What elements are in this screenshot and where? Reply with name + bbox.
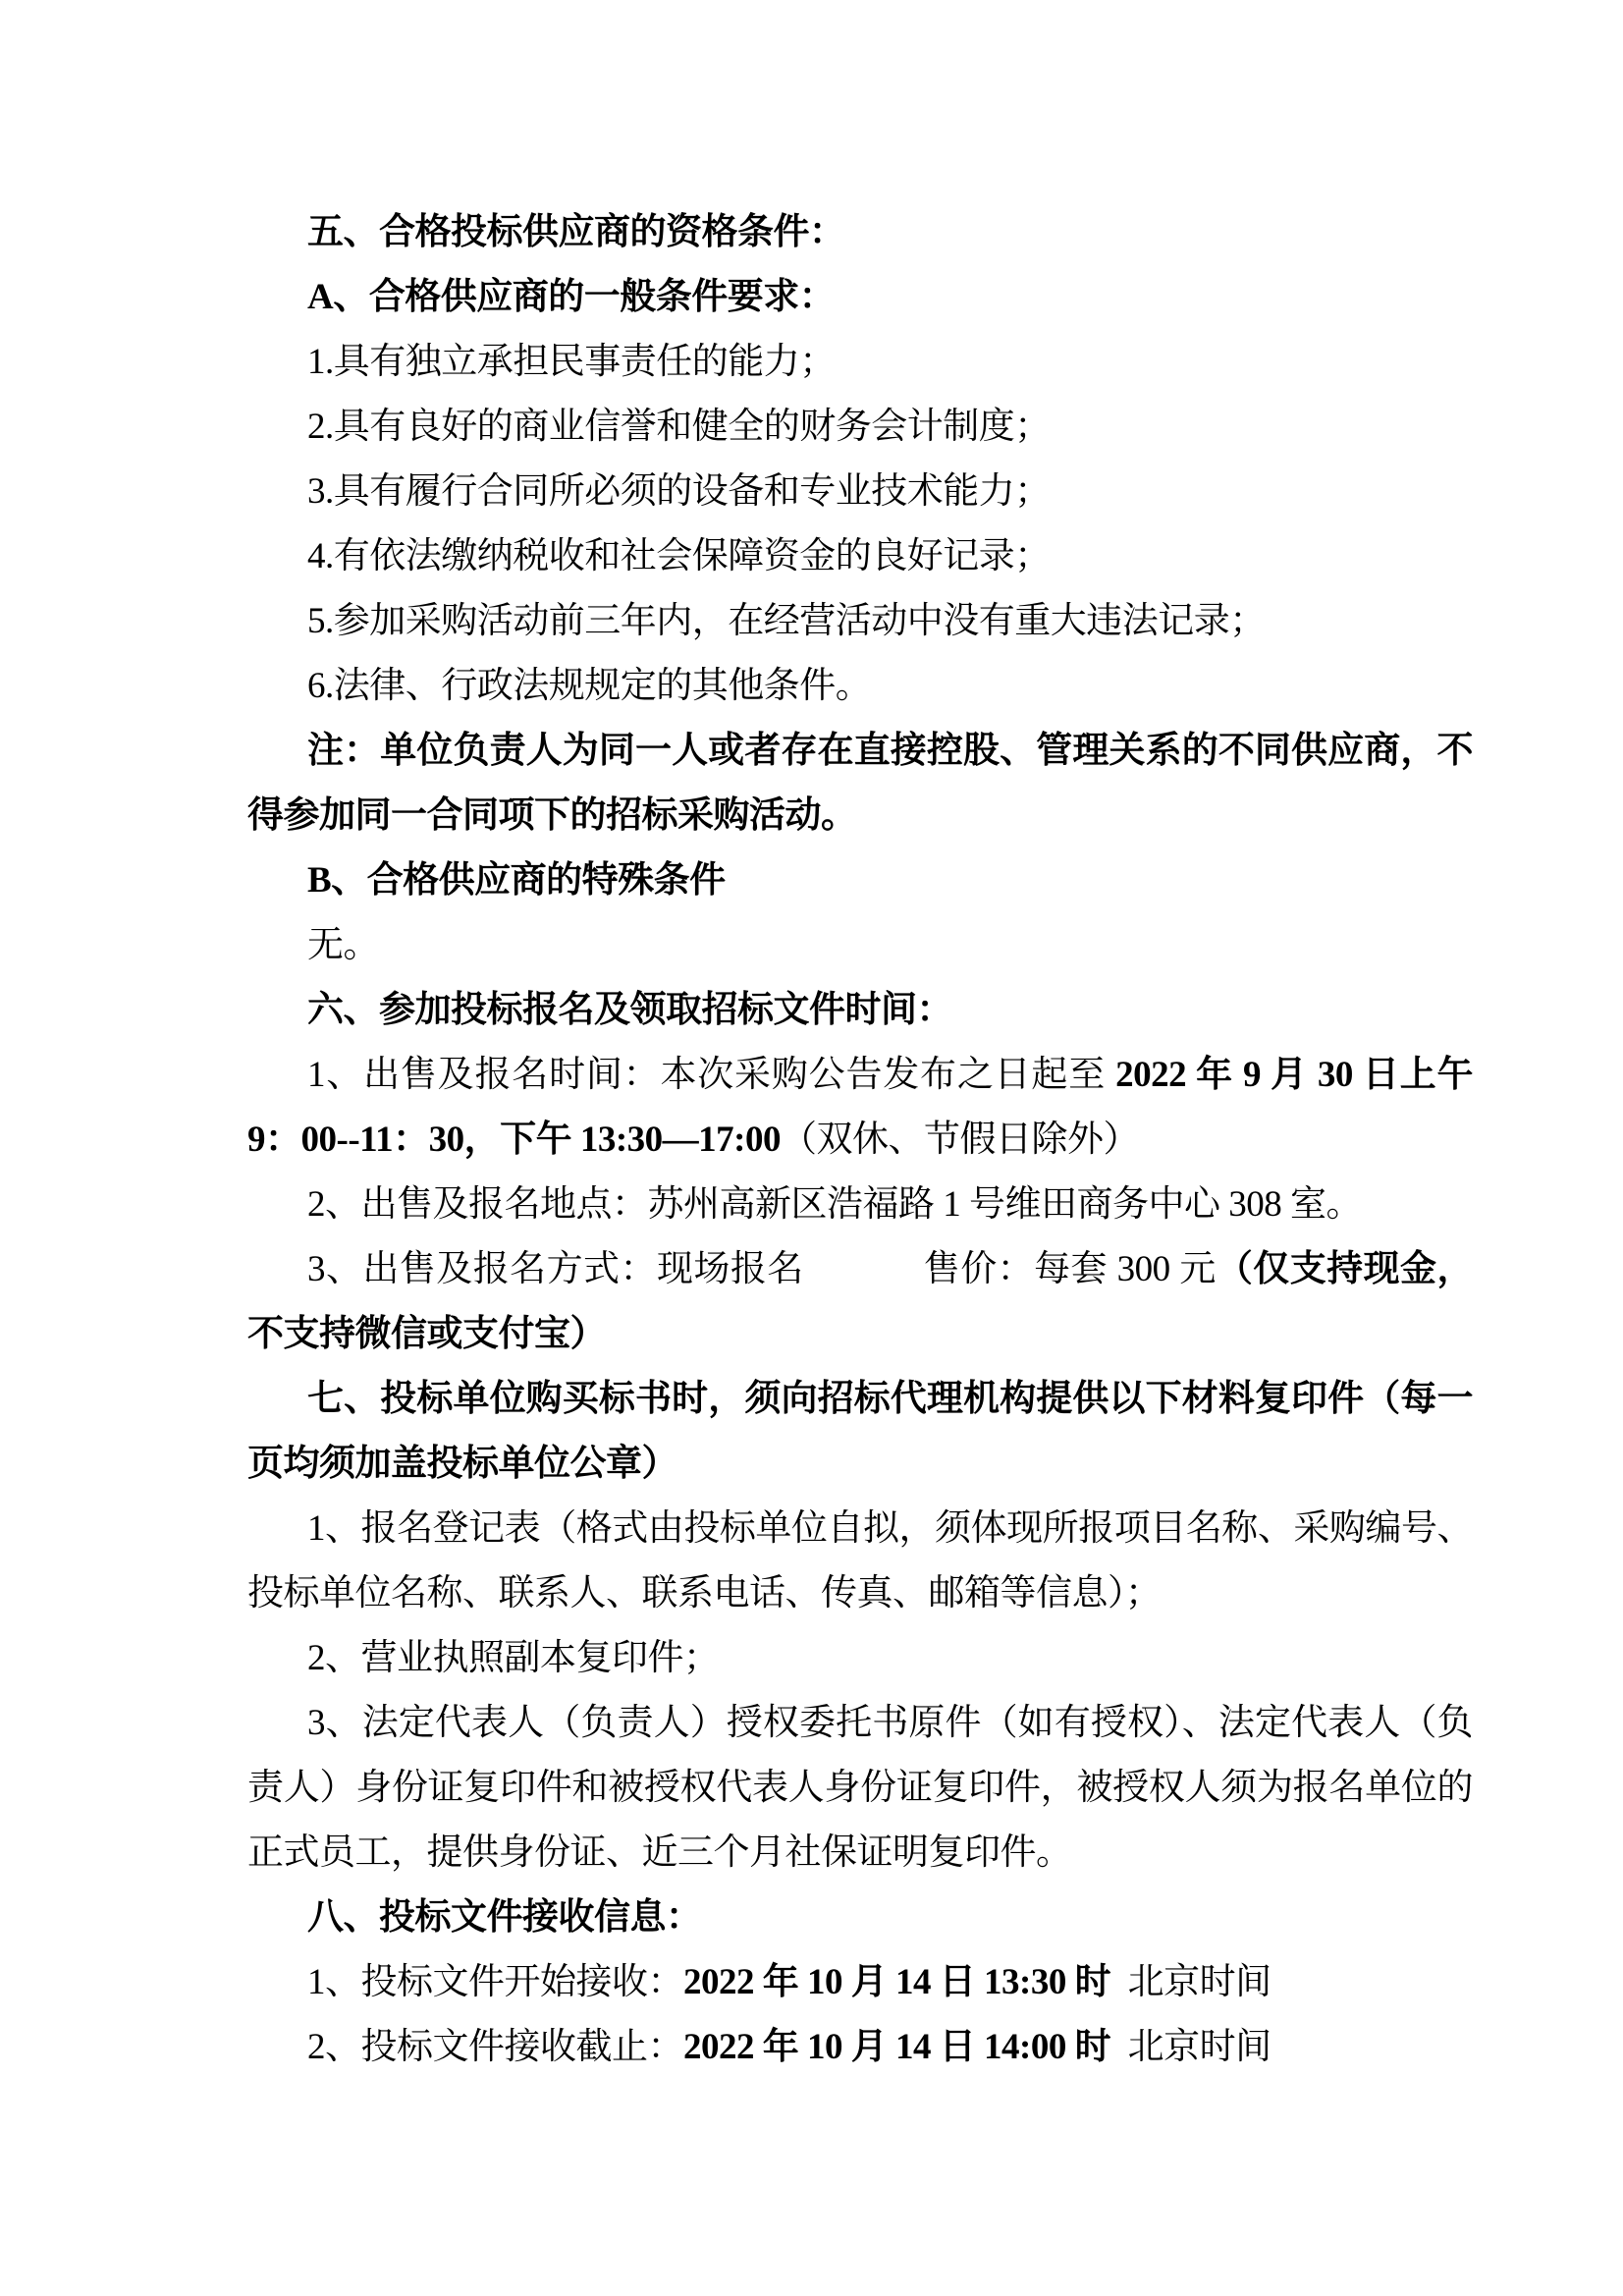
- bold-text-segment: A、合格供应商的一般条件要求：: [307, 277, 836, 317]
- bold-text-segment: （仅支持现金，不支持微信或支付宝）: [247, 1249, 1473, 1354]
- general-condition-2: [247, 395, 1473, 460]
- heading-section-seven-required-materials: [247, 1367, 1473, 1497]
- general-condition-3: [247, 460, 1473, 524]
- bold-text-segment: 注：单位负责人为同一人或者存在直接控股、管理关系的不同供应商，不得参加同一合同项下的招标采购活动。: [247, 731, 1473, 836]
- bid-receiving-deadline: [247, 2015, 1473, 2080]
- text-segment: 2、出售及报名地点：苏州高新区浩福路 1 号维田商务中心 308 室。: [307, 1184, 1362, 1225]
- note-same-responsible-person: [247, 719, 1473, 848]
- bold-text-segment: 2022 年 10 月 14 日 14:00 时: [683, 2027, 1111, 2067]
- heading-section-eight-bid-receiving-info: [247, 1886, 1473, 1950]
- material-3-legal-representative: [247, 1691, 1473, 1886]
- bold-text-segment: B、合格供应商的特殊条件: [307, 860, 726, 901]
- text-segment: 1、报名登记表（格式由投标单位自拟，须体现所报项目名称、采购编号、投标单位名称、联系人、联系电话、传真、邮箱等信息）；: [247, 1508, 1473, 1613]
- text-segment: 3.具有履行合同所必须的设备和专业技术能力；: [307, 471, 1051, 512]
- registration-method: [247, 1237, 1473, 1367]
- text-segment: 5.参加采购活动前三年内，在经营活动中没有重大违法记录；: [307, 601, 1266, 641]
- registration-place: [247, 1173, 1473, 1237]
- text-segment: 6.法律、行政法规规定的其他条件。: [307, 666, 872, 706]
- heading-general-conditions: [247, 265, 1473, 330]
- bold-text-segment: 七、投标单位购买标书时，须向招标代理机构提供以下材料复印件（每一页均须加盖投标单位公章）: [247, 1379, 1473, 1484]
- special-conditions-none: [247, 913, 1473, 978]
- text-segment: 4.有依法缴纳税收和社会保障资金的良好记录；: [307, 536, 1051, 576]
- general-condition-6: [247, 654, 1473, 719]
- bold-text-segment: 六、参加投标报名及领取招标文件时间：: [307, 990, 952, 1030]
- text-segment: 1、投标文件开始接收：: [307, 1962, 683, 2002]
- text-segment: 2、投标文件接收截止：: [307, 2027, 683, 2067]
- general-condition-4: [247, 524, 1473, 589]
- text-segment: 2、营业执照副本复印件；: [307, 1638, 720, 1678]
- bold-text-segment: 2022 年 9 月 30 日上午 9：00--11：30，下午 13:30—17:00: [247, 1055, 1473, 1160]
- material-1-registration-form: [247, 1497, 1473, 1626]
- bid-receiving-start: [247, 1950, 1473, 2015]
- bold-text-segment: 八、投标文件接收信息：: [307, 1897, 702, 1938]
- text-segment: （双休、节假日除外）: [781, 1120, 1139, 1160]
- text-segment: 2.具有良好的商业信誉和健全的财务会计制度；: [307, 407, 1051, 447]
- text-segment: 3、法定代表人（负责人）授权委托书原件（如有授权）、法定代表人（负责人）身份证复印件和被授权代表人身份证复印件，被授权人须为报名单位的正式员工，提供身份证、近三个月社保证明复印件。: [247, 1703, 1473, 1873]
- heading-section-five-qualification-conditions: [247, 200, 1473, 265]
- text-segment: 3、出售及报名方式：现场报名 售价：每套 300 元: [307, 1249, 1217, 1289]
- text-segment: 1、出售及报名时间：本次采购公告发布之日起至: [307, 1055, 1116, 1095]
- heading-section-six-registration-time: [247, 978, 1473, 1043]
- general-condition-5: [247, 589, 1473, 654]
- general-condition-1: [247, 330, 1473, 395]
- text-segment: 1.具有独立承担民事责任的能力；: [307, 342, 836, 382]
- bold-text-segment: 2022 年 10 月 14 日 13:30 时: [683, 1962, 1111, 2002]
- text-segment: 无。: [307, 925, 379, 965]
- registration-time: [247, 1043, 1473, 1173]
- bold-text-segment: 五、合格投标供应商的资格条件：: [307, 212, 845, 252]
- text-segment: 北京时间: [1110, 1962, 1271, 2002]
- material-2-business-license: [247, 1626, 1473, 1691]
- document-body: [247, 200, 1473, 2080]
- text-segment: 北京时间: [1110, 2027, 1271, 2067]
- heading-special-conditions: [247, 848, 1473, 913]
